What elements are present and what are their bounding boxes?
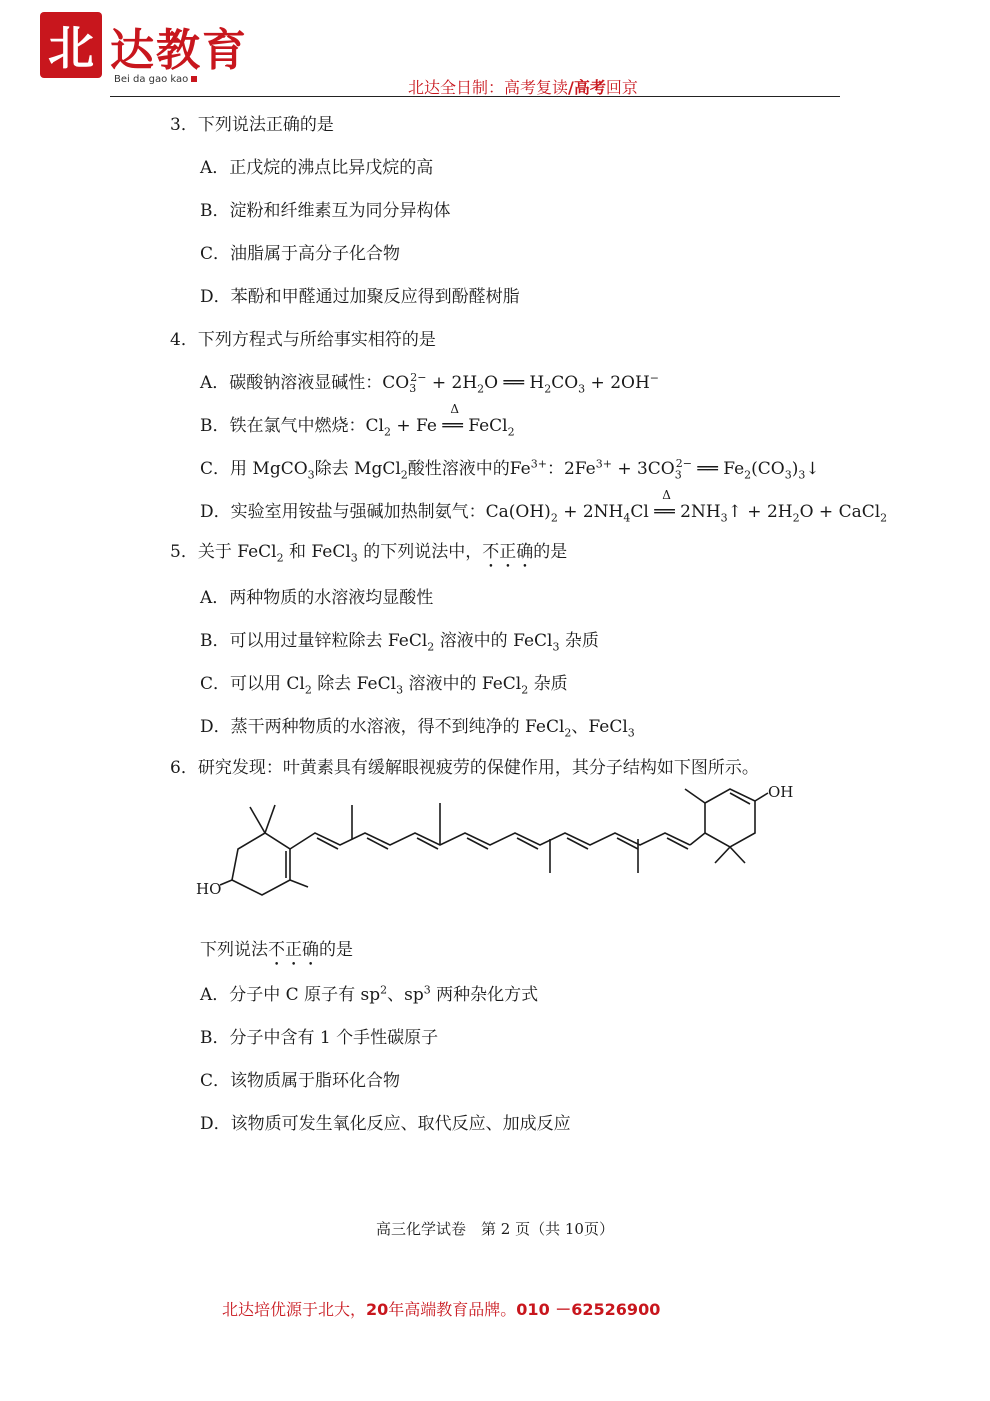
- q3-option-b: B．淀粉和纤维素互为同分异构体: [200, 201, 451, 221]
- q3-option-d: D．苯酚和甲醛通过加聚反应得到酚醛树脂: [200, 287, 520, 307]
- logo-text: 达教育: [110, 25, 248, 76]
- bottom-advert: 北达培优源于北大，20年高端教育品牌。010 －62526900: [222, 1300, 661, 1319]
- structure-bonds: [220, 789, 768, 895]
- logo-mark: 北: [40, 12, 102, 78]
- header-rule: [110, 96, 840, 97]
- q6-option-c: C．该物质属于脂环化合物: [200, 1071, 401, 1091]
- q3-stem: 3．下列说法正确的是: [170, 115, 334, 135]
- q4-option-d: D．实验室用铵盐与强碱加热制氨气：$Ca(OH)_2 + 2NH_4Cl$ Δ ══ $2NH_3↑ + 2H_2O$ + CaCl$_2$: [200, 488, 888, 525]
- logo-square-icon: [191, 76, 197, 82]
- header-slogan: 北达全日制：高考复读/高考回京: [408, 78, 638, 97]
- q4-option-b: B．铁在氯气中燃烧：$Cl_2 + Fe$ Δ ══ FeCl$_2$: [200, 402, 515, 439]
- page-footer: 高三化学试卷 第 2 页（共 10页）: [376, 1220, 614, 1238]
- q4-stem: 4．下列方程式与所给事实相符的是: [170, 330, 436, 350]
- q6-option-d: D．该物质可发生氧化反应、取代反应、加成反应: [200, 1114, 571, 1134]
- structure-label-oh: OH: [768, 783, 794, 801]
- q5-option-d: D．蒸干两种物质的水溶液，得不到纯净的 FeCl$_2$、FeCl$_3$: [200, 717, 635, 740]
- q4-option-c: C．用 MgCO$_3$除去 MgCl$_2$酸性溶液中的$Fe^{3+}$：$2Fe^{3+} + 3CO_3^{2-}$ ══ $Fe_2(CO_3)_3↓$: [200, 457, 820, 482]
- q4-option-a: A．碳酸钠溶液显碱性：$CO_3^{2-} + 2H_2O$ ══ $H_2CO_3 + 2OH^-$: [200, 371, 660, 396]
- q5-stem: 5．关于 FeCl$_2$ 和 FeCl$_3$ 的下列说法中，不正确的是: [170, 542, 568, 565]
- logo-pinyin: Bei da gao kao: [114, 74, 197, 85]
- q6-sub-stem: 下列说法不正确的是: [200, 940, 353, 960]
- q6-stem: 6．研究发现：叶黄素具有缓解眼视疲劳的保健作用，其分子结构如下图所示。: [170, 758, 759, 778]
- q5-option-c: C．可以用 $Cl_2$ 除去 FeCl$_3$ 溶液中的 FeCl$_2$ 杂质: [200, 674, 568, 697]
- q5-option-a: A．两种物质的水溶液均显酸性: [200, 588, 434, 608]
- q5-option-b: B．可以用过量锌粒除去 FeCl$_2$ 溶液中的 FeCl$_3$ 杂质: [200, 631, 599, 654]
- q3-option-c: C．油脂属于高分子化合物: [200, 244, 401, 264]
- lutein-structure: [190, 775, 830, 905]
- q3-option-a: A．正戊烷的沸点比异戊烷的高: [200, 158, 434, 178]
- q6-option-b: B．分子中含有 1 个手性碳原子: [200, 1028, 439, 1048]
- structure-label-ho: HO: [196, 880, 222, 898]
- q6-option-a: A．分子中 C 原子有 $sp^2$、$sp^3$ 两种杂化方式: [200, 983, 539, 1005]
